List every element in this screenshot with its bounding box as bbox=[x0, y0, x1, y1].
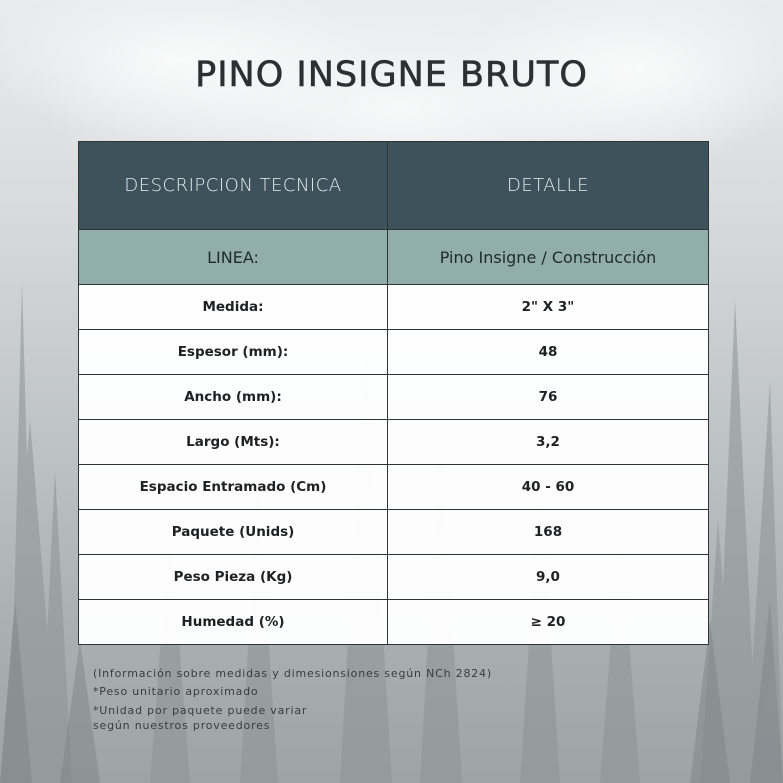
table-row bbox=[79, 285, 709, 330]
line-row bbox=[79, 230, 709, 285]
line-label: LINEA: bbox=[79, 230, 388, 285]
row-label: Espacio Entramado (Cm) bbox=[79, 465, 388, 510]
note-package: *Unidad por paquete puede variar según nuestros proveedores bbox=[93, 703, 308, 733]
table-row bbox=[79, 375, 709, 420]
note-measurements: (Información sobre medidas y dimesionsiones según NCh 2824) bbox=[93, 667, 492, 680]
line-value: Pino Insigne / Construcción bbox=[388, 230, 709, 285]
table-row bbox=[79, 330, 709, 375]
header-description: DESCRIPCION TECNICA bbox=[79, 142, 388, 230]
row-value: 9,0 bbox=[388, 555, 709, 600]
spec-table bbox=[78, 141, 709, 645]
row-label: Peso Pieza (Kg) bbox=[79, 555, 388, 600]
table-row bbox=[79, 555, 709, 600]
row-label: Espesor (mm): bbox=[79, 330, 388, 375]
header-detail: DETALLE bbox=[388, 142, 709, 230]
row-value: 2" X 3" bbox=[388, 285, 709, 330]
row-label: Ancho (mm): bbox=[79, 375, 388, 420]
table-row bbox=[79, 465, 709, 510]
row-value: 76 bbox=[388, 375, 709, 420]
table-header-row bbox=[79, 142, 709, 230]
page-title: PINO INSIGNE BRUTO bbox=[195, 55, 588, 95]
row-value: ≥ 20 bbox=[388, 600, 709, 645]
row-label: Medida: bbox=[79, 285, 388, 330]
row-value: 48 bbox=[388, 330, 709, 375]
table-row bbox=[79, 600, 709, 645]
table-row bbox=[79, 510, 709, 555]
row-value: 168 bbox=[388, 510, 709, 555]
row-label: Largo (Mts): bbox=[79, 420, 388, 465]
table-row bbox=[79, 420, 709, 465]
row-label: Paquete (Unids) bbox=[79, 510, 388, 555]
row-value: 3,2 bbox=[388, 420, 709, 465]
note-weight: *Peso unitario aproximado bbox=[93, 685, 259, 699]
footnotes bbox=[93, 666, 492, 737]
row-value: 40 - 60 bbox=[388, 465, 709, 510]
row-label: Humedad (%) bbox=[79, 600, 388, 645]
